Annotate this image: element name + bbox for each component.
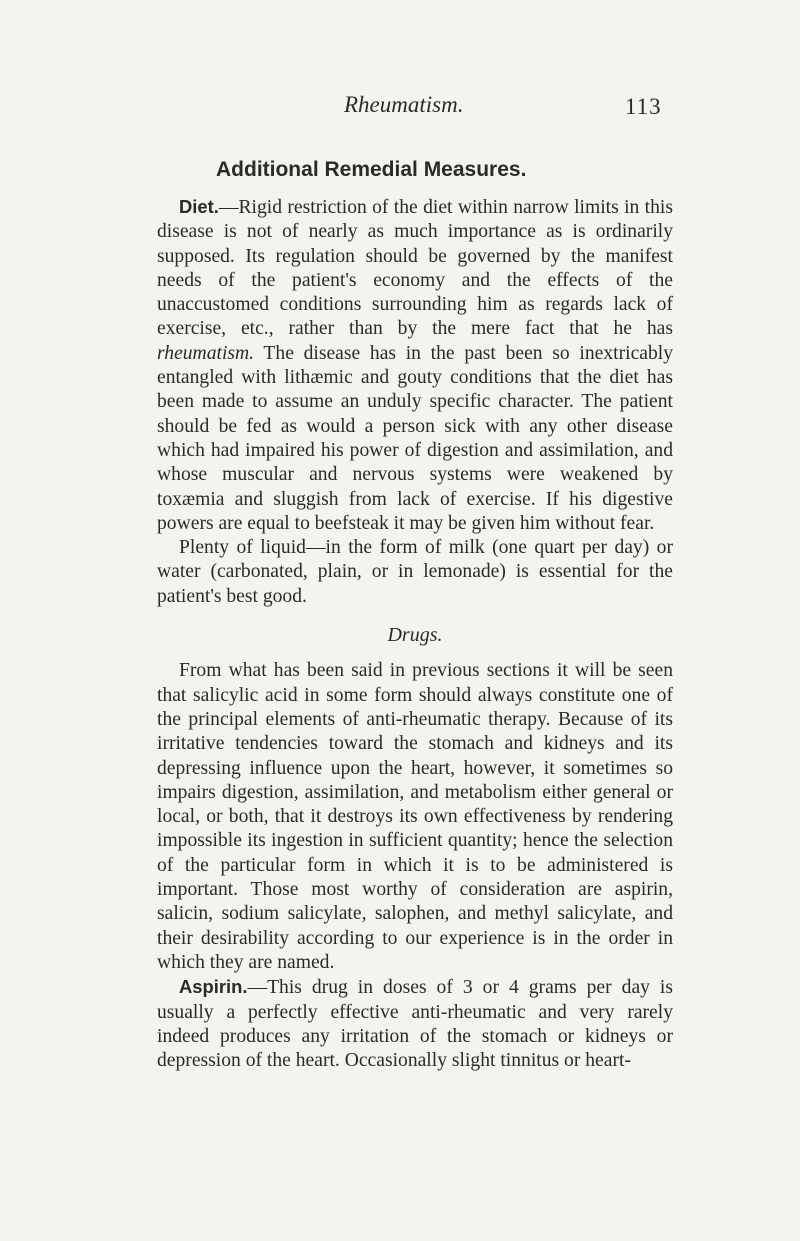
page-number: 113 [625,94,662,119]
drugs-sub-heading: Drugs. [387,624,443,647]
body-text [157,195,673,1073]
diet-paragraph [157,195,673,536]
running-head [0,92,800,122]
liquid-paragraph: Plenty of liquid—in the form of milk (one quart per day) or water (carbonated, plain, or in lemonade) is essential for the patient's best good. [157,537,673,607]
section-heading: Additional Remedial Measures. [216,158,527,181]
aspirin-lead: Aspirin. [179,976,248,998]
diet-text-2: The disease has in the past been so inextricably entangled with lithæmic and gouty conditions that the diet has been made to assume an unduly specific character. The patient should be fed as would a person sick with any other disease which had impaired his power of digestion and assimilation, and whose muscular and nervous systems were weakened by toxæmia and sluggish from lack of exercise. If his digestive powers are equal to beefsteak it may be given him without fear. [157,342,673,534]
aspirin-paragraph [157,975,673,1073]
diet-lead: Diet. [179,196,219,217]
drugs-paragraph: From what has been said in previous sections it will be seen that salicylic acid in some form should always constitute one of the principal elements of anti-rheumatic therapy. Because of its irritative tendencies toward the stomach and kidneys and its depressing influence upon the heart, however, it sometimes so impairs digestion, assimilation, and metabolism either general or local, or both, that it destroys its own effectiveness by rendering impossible its ingestion in sufficient quantity; hence the selection of the particular form in which it is to be administered is important. Those most worthy of consideration are aspirin, salicin, sodium salicylate, salophen, and methyl salicylate, and their desirability according to our experience is in the order in which they are named. [157,660,673,973]
aspirin-text: —This drug in doses of 3 or 4 grams per day is usually a perfectly effective anti-rheumatic and very rarely indeed produces any irritation of the stomach or kidneys or depression of the heart. Occasionally slight tinnitus or heart- [157,977,673,1072]
diet-italic-term: rheumatism. [157,342,255,364]
running-head-title: Rheumatism. [344,92,464,117]
diet-text-1: —Rigid restriction of the diet within narrow limits in this disease is not of nearly as much importance as is ordinarily supposed. Its regulation should be governed by the manifest needs of the patient's economy and the effects of the unaccustomed conditions surrounding him as regards lack of exercise, etc., rather than by the mere fact that he has [157,197,673,340]
